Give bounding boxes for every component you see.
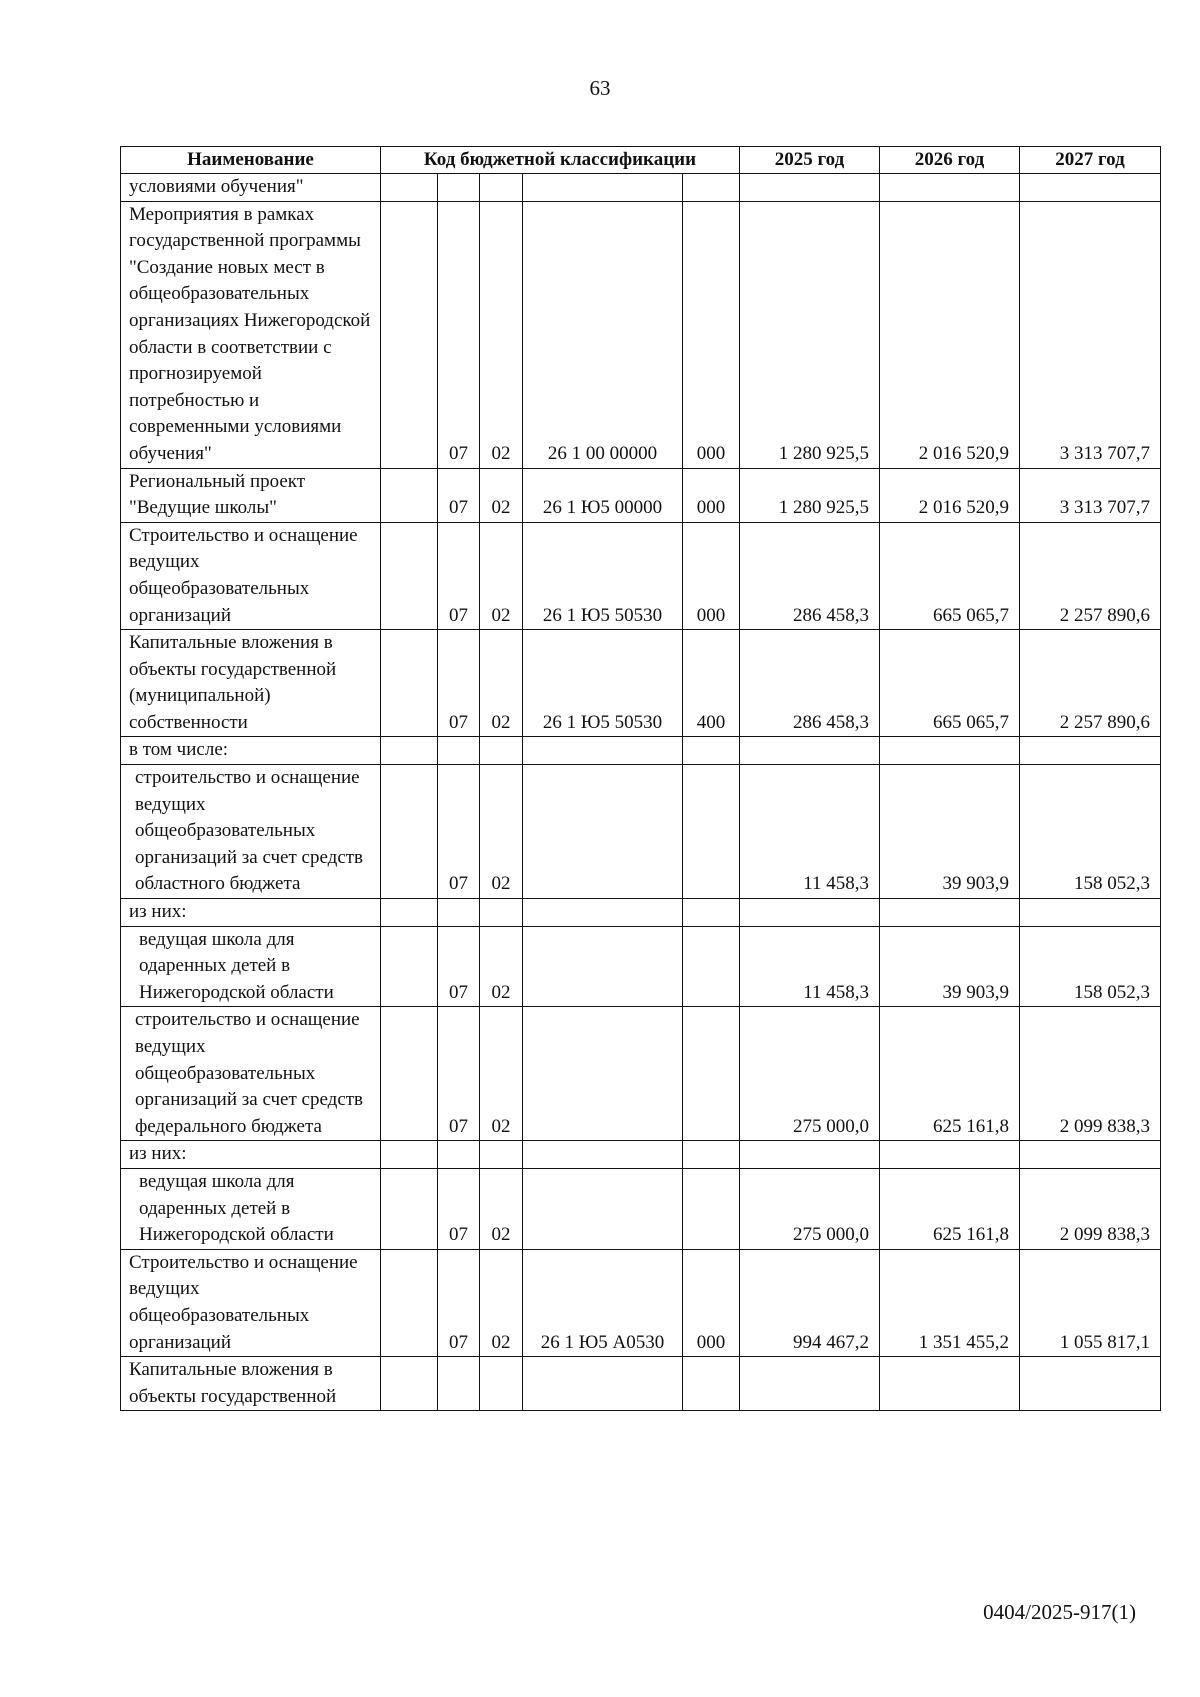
cell-2025: 275 000,0 <box>740 1168 880 1249</box>
cell-2025: 11 458,3 <box>740 926 880 1007</box>
cell-name: строительство и оснащение ведущих общеобразовательных организаций за счет средств областного бюджета <box>121 765 381 899</box>
cell-section: 07 <box>438 201 480 468</box>
cell-2027: 158 052,3 <box>1020 765 1161 899</box>
cell-code-empty <box>381 926 438 1007</box>
cell-target-article <box>523 926 683 1007</box>
cell-2026: 625 161,8 <box>880 1168 1020 1249</box>
cell-2026: 2 016 520,9 <box>880 468 1020 522</box>
table-row <box>121 1249 1161 1356</box>
cell-2026: 1 351 455,2 <box>880 1249 1020 1356</box>
cell-section: 07 <box>438 926 480 1007</box>
table-row <box>121 737 1161 765</box>
table-row <box>121 1357 1161 1411</box>
cell-section: 07 <box>438 522 480 629</box>
cell-subsection: 02 <box>480 1249 523 1356</box>
cell-subsection: 02 <box>480 201 523 468</box>
cell-name: Строительство и оснащение ведущих общеобразовательных организаций <box>121 1249 381 1356</box>
cell-target-article <box>523 1141 683 1169</box>
cell-name: в том числе: <box>121 737 381 765</box>
cell-2025: 286 458,3 <box>740 522 880 629</box>
cell-target-article <box>523 1007 683 1141</box>
cell-name: из них: <box>121 1141 381 1169</box>
cell-section <box>438 899 480 927</box>
table-row <box>121 174 1161 202</box>
cell-target-article: 26 1 00 00000 <box>523 201 683 468</box>
cell-target-article <box>523 765 683 899</box>
cell-target-article <box>523 899 683 927</box>
cell-section <box>438 1357 480 1411</box>
cell-code-empty <box>381 765 438 899</box>
table-row <box>121 630 1161 737</box>
cell-code-empty <box>381 174 438 202</box>
cell-2026 <box>880 899 1020 927</box>
cell-expense-type: 400 <box>683 630 740 737</box>
cell-target-article: 26 1 Ю5 00000 <box>523 468 683 522</box>
cell-2025: 994 467,2 <box>740 1249 880 1356</box>
cell-target-article <box>523 1168 683 1249</box>
cell-expense-type <box>683 1168 740 1249</box>
cell-expense-type <box>683 737 740 765</box>
cell-2027 <box>1020 899 1161 927</box>
table-row <box>121 1168 1161 1249</box>
cell-expense-type: 000 <box>683 468 740 522</box>
cell-code-empty <box>381 899 438 927</box>
budget-table <box>120 146 1161 1411</box>
cell-subsection <box>480 737 523 765</box>
cell-subsection: 02 <box>480 926 523 1007</box>
cell-2025 <box>740 1357 880 1411</box>
cell-code-empty <box>381 1168 438 1249</box>
cell-target-article: 26 1 Ю5 А0530 <box>523 1249 683 1356</box>
cell-2027 <box>1020 737 1161 765</box>
cell-name: строительство и оснащение ведущих общеобразовательных организаций за счет средств федерального бюджета <box>121 1007 381 1141</box>
cell-subsection: 02 <box>480 765 523 899</box>
document-code: 0404/2025-917(1) <box>983 1600 1136 1624</box>
cell-expense-type <box>683 1007 740 1141</box>
table-row <box>121 1141 1161 1169</box>
cell-subsection: 02 <box>480 1007 523 1141</box>
cell-expense-type <box>683 1141 740 1169</box>
cell-2025 <box>740 174 880 202</box>
cell-2026: 625 161,8 <box>880 1007 1020 1141</box>
cell-target-article: 26 1 Ю5 50530 <box>523 630 683 737</box>
page-number: 63 <box>589 76 611 100</box>
cell-section <box>438 737 480 765</box>
cell-2026: 665 065,7 <box>880 630 1020 737</box>
header-code: Код бюджетной классификации <box>381 147 740 174</box>
header-2026: 2026 год <box>880 147 1020 174</box>
cell-subsection <box>480 174 523 202</box>
cell-code-empty <box>381 1141 438 1169</box>
cell-subsection <box>480 1357 523 1411</box>
cell-name: из них: <box>121 899 381 927</box>
cell-2026 <box>880 1357 1020 1411</box>
cell-expense-type: 000 <box>683 522 740 629</box>
cell-2026 <box>880 174 1020 202</box>
cell-expense-type <box>683 899 740 927</box>
cell-name: Региональный проект "Ведущие школы" <box>121 468 381 522</box>
cell-2025 <box>740 899 880 927</box>
cell-2026: 2 016 520,9 <box>880 201 1020 468</box>
cell-code-empty <box>381 201 438 468</box>
header-2027: 2027 год <box>1020 147 1161 174</box>
cell-subsection: 02 <box>480 1168 523 1249</box>
cell-2027: 1 055 817,1 <box>1020 1249 1161 1356</box>
cell-name: условиями обучения" <box>121 174 381 202</box>
cell-section: 07 <box>438 1007 480 1141</box>
cell-2027 <box>1020 174 1161 202</box>
cell-2025: 275 000,0 <box>740 1007 880 1141</box>
cell-subsection <box>480 1141 523 1169</box>
table-row <box>121 522 1161 629</box>
cell-2027 <box>1020 1141 1161 1169</box>
cell-code-empty <box>381 1249 438 1356</box>
cell-2026: 39 903,9 <box>880 926 1020 1007</box>
cell-name: Мероприятия в рамках государственной программы "Создание новых мест в общеобразовательных организациях Нижегородской области в соответствии с прогнозируемой потребностью и современными условиями обучения" <box>121 201 381 468</box>
cell-expense-type <box>683 765 740 899</box>
header-name: Наименование <box>121 147 381 174</box>
cell-target-article <box>523 174 683 202</box>
cell-2027: 2 257 890,6 <box>1020 522 1161 629</box>
cell-2026: 665 065,7 <box>880 522 1020 629</box>
cell-2027 <box>1020 1357 1161 1411</box>
cell-expense-type <box>683 1357 740 1411</box>
cell-2027: 3 313 707,7 <box>1020 468 1161 522</box>
cell-name: Капитальные вложения в объекты государственной (муниципальной) собственности <box>121 630 381 737</box>
cell-section <box>438 1141 480 1169</box>
cell-expense-type: 000 <box>683 1249 740 1356</box>
cell-name: ведущая школа для одаренных детей в Нижегородской области <box>121 926 381 1007</box>
cell-subsection: 02 <box>480 630 523 737</box>
table-row <box>121 1007 1161 1141</box>
cell-expense-type: 000 <box>683 201 740 468</box>
table-header-row <box>121 147 1161 174</box>
cell-section <box>438 174 480 202</box>
cell-2026: 39 903,9 <box>880 765 1020 899</box>
cell-2025 <box>740 1141 880 1169</box>
cell-code-empty <box>381 468 438 522</box>
cell-code-empty <box>381 1007 438 1141</box>
cell-2025: 1 280 925,5 <box>740 468 880 522</box>
cell-2025: 11 458,3 <box>740 765 880 899</box>
cell-section: 07 <box>438 765 480 899</box>
cell-expense-type <box>683 926 740 1007</box>
cell-2025: 286 458,3 <box>740 630 880 737</box>
cell-code-empty <box>381 630 438 737</box>
cell-subsection: 02 <box>480 468 523 522</box>
cell-section: 07 <box>438 1249 480 1356</box>
table-body <box>121 174 1161 1411</box>
cell-subsection <box>480 899 523 927</box>
cell-subsection: 02 <box>480 522 523 629</box>
cell-2025 <box>740 737 880 765</box>
cell-2026 <box>880 1141 1020 1169</box>
cell-2026 <box>880 737 1020 765</box>
cell-name: ведущая школа для одаренных детей в Нижегородской области <box>121 1168 381 1249</box>
table-row <box>121 926 1161 1007</box>
header-2025: 2025 год <box>740 147 880 174</box>
table-row <box>121 899 1161 927</box>
cell-target-article <box>523 1357 683 1411</box>
cell-target-article: 26 1 Ю5 50530 <box>523 522 683 629</box>
cell-2027: 2 099 838,3 <box>1020 1168 1161 1249</box>
cell-code-empty <box>381 1357 438 1411</box>
table-row <box>121 468 1161 522</box>
cell-section: 07 <box>438 468 480 522</box>
cell-expense-type <box>683 174 740 202</box>
cell-code-empty <box>381 522 438 629</box>
cell-name: Капитальные вложения в объекты государственной <box>121 1357 381 1411</box>
cell-target-article <box>523 737 683 765</box>
cell-2027: 2 099 838,3 <box>1020 1007 1161 1141</box>
table-row <box>121 765 1161 899</box>
cell-2027: 158 052,3 <box>1020 926 1161 1007</box>
cell-name: Строительство и оснащение ведущих общеобразовательных организаций <box>121 522 381 629</box>
table-row <box>121 201 1161 468</box>
cell-section: 07 <box>438 630 480 737</box>
cell-2027: 3 313 707,7 <box>1020 201 1161 468</box>
cell-2025: 1 280 925,5 <box>740 201 880 468</box>
cell-2027: 2 257 890,6 <box>1020 630 1161 737</box>
cell-section: 07 <box>438 1168 480 1249</box>
cell-code-empty <box>381 737 438 765</box>
